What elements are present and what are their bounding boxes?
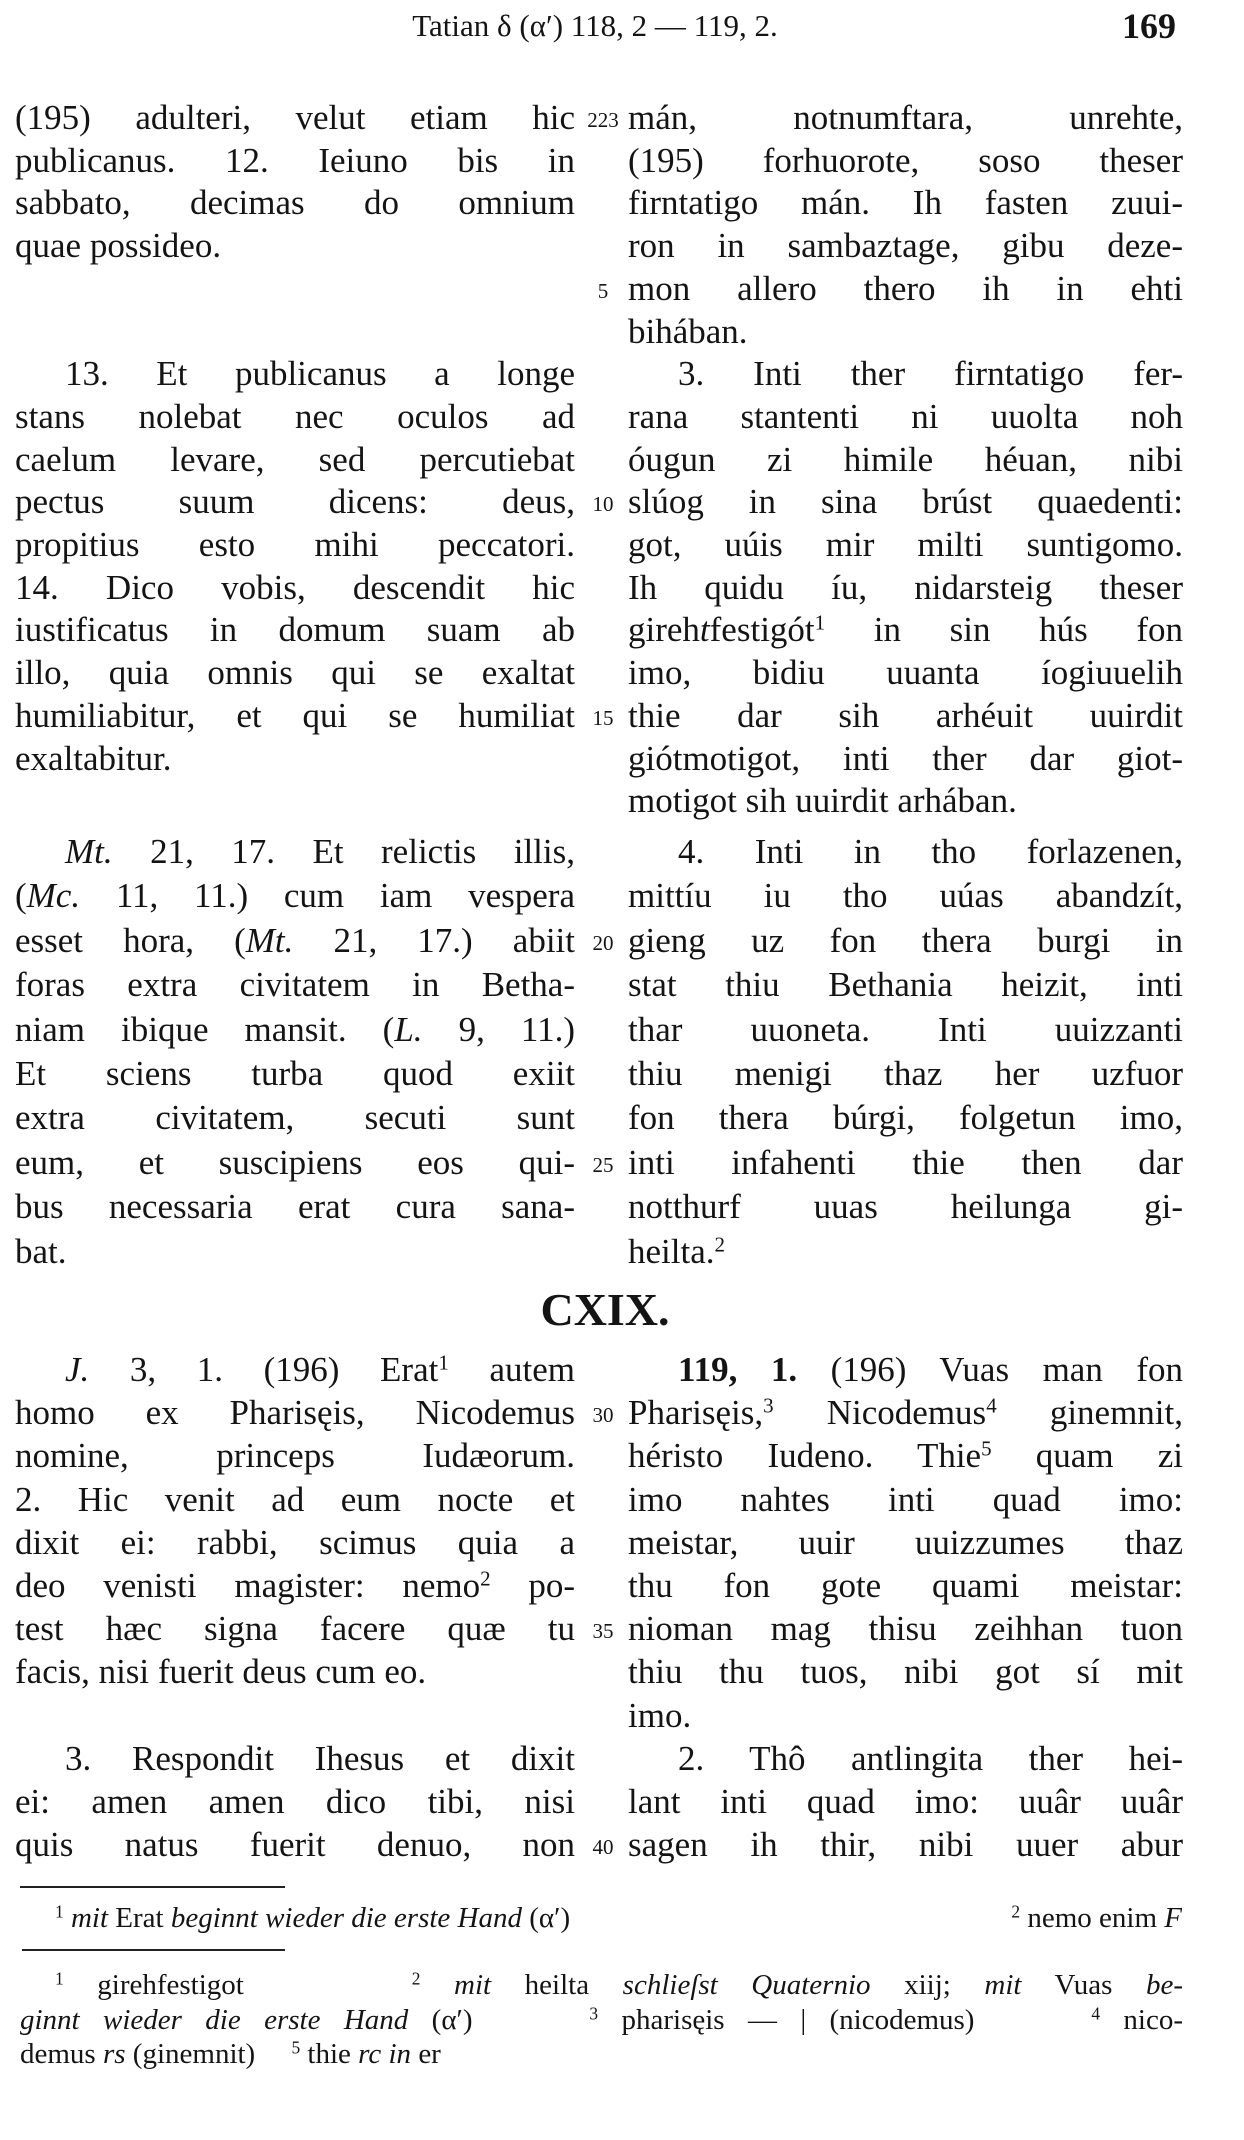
text-segment: ginemnit, [996, 1393, 1183, 1433]
text-segment: Erat [108, 1902, 171, 1934]
page-number: 169 [1122, 6, 1176, 46]
text-segment: thar uuoneta. Inti uuizzanti [628, 1009, 1183, 1049]
text-segment: 3. Inti ther firntatigo fer- [678, 354, 1183, 394]
text-segment: imo, bidiu uuanta íogiuuelih [628, 653, 1183, 693]
ohg-line [628, 267, 1183, 311]
latin-line [15, 963, 575, 1007]
latin-line [15, 1737, 575, 1781]
latin-line [15, 566, 575, 610]
footnote-reference: 2 [1011, 1901, 1021, 1922]
text-segment: be- [1145, 1969, 1183, 2001]
latin-line [15, 1185, 575, 1229]
ohg-line [628, 1823, 1183, 1867]
text-segment: (195) forhuorote, soso theser [628, 140, 1183, 180]
text-segment: thie dar sih arhéuit uuirdit [628, 695, 1183, 735]
text-segment: test hæc signa facere quæ tu [15, 1609, 575, 1649]
text-segment: ei: amen amen dico tibi, nisi [15, 1782, 575, 1821]
text-segment: mit [984, 1969, 1022, 2001]
footnote-line [20, 2003, 1183, 2037]
text-segment: exaltabitur. [15, 738, 172, 778]
text-segment: Pharisęis, [628, 1393, 764, 1433]
latin-line [15, 830, 575, 874]
ohg-line [628, 438, 1183, 482]
text-segment: 119, 1. [678, 1350, 798, 1389]
ohg-line [628, 737, 1183, 781]
ohg-line [628, 779, 1183, 823]
text-segment: (α′) [522, 1902, 571, 1934]
text-segment: mittíu iu tho uúas abandzít, [628, 876, 1183, 916]
text-segment: lant inti quad imo: uuâr uuâr [628, 1782, 1183, 1821]
latin-line [15, 438, 575, 482]
text-segment: rana stantenti ni uuolta noh [628, 396, 1183, 436]
latin-line [15, 181, 575, 225]
ohg-line [628, 874, 1183, 918]
text-segment: esset hora, ( [15, 920, 246, 960]
text-segment: quae possideo. [15, 226, 222, 266]
text-segment: mon allero thero ih in ehti [628, 268, 1183, 308]
text-segment: Et sciens turba quod exiit [15, 1054, 575, 1093]
text-segment: imo. [628, 1695, 692, 1735]
latin-line [15, 1052, 575, 1096]
latin-line [15, 1391, 575, 1435]
text-segment: 3, 1. (196) Erat [89, 1350, 439, 1389]
text-segment: thiu thu tuos, nibi got sí mit [628, 1652, 1183, 1692]
latin-line [15, 651, 575, 695]
text-segment: notthurf uuas heilunga gi- [628, 1187, 1183, 1227]
text-segment: (195) adulteri, velut etiam hic [15, 98, 575, 137]
text-segment: rs [102, 2038, 126, 2070]
text-segment: in sin hús fon [825, 610, 1183, 650]
text-segment: propitius esto mihi peccatori. [15, 525, 575, 564]
latin-line [15, 224, 575, 268]
ohg-line [628, 1052, 1183, 1096]
footnote-reference: 3 [763, 1393, 774, 1418]
text-segment: 3. Respondit Ihesus et dixit [65, 1738, 575, 1778]
text-segment: bat. [15, 1231, 67, 1271]
latin-line [15, 139, 575, 183]
latin-line [15, 96, 575, 140]
text-segment: gireh [628, 610, 700, 650]
text-segment: 4. Inti in tho forlazenen, [678, 832, 1183, 871]
line-number: 15 [592, 705, 614, 730]
text-segment: Nicodemus [773, 1393, 987, 1433]
ohg-line [628, 1650, 1183, 1694]
ohg-line [628, 651, 1183, 695]
latin-line [15, 1780, 575, 1824]
text-segment: (ginemnit) [125, 2038, 292, 2070]
ohg-line [628, 566, 1183, 610]
text-segment: mit [63, 1902, 109, 1934]
line-number: 35 [592, 1619, 614, 1644]
latin-line [15, 1096, 575, 1140]
latin-line [15, 395, 575, 439]
text-segment: beginnt wieder die erste Hand [170, 1902, 522, 1934]
text-segment: 13. Et publicanus a longe [65, 354, 575, 394]
footnote-reference: 2 [714, 1232, 725, 1257]
ohg-line [628, 96, 1183, 140]
text-segment: Mt. [245, 920, 294, 960]
latin-line [15, 352, 575, 396]
text-segment: 2. Thô antlingita ther hei- [678, 1738, 1183, 1778]
text-segment: deo venisti magister: nemo [15, 1566, 481, 1605]
latin-line [15, 1008, 575, 1052]
text-segment: rc in [358, 2038, 412, 2070]
text-segment: meistar, uuir uuizzumes thaz [628, 1522, 1183, 1562]
text-segment: got, uúis mir milti suntigomo. [628, 525, 1183, 564]
text-segment: thiu menigi thaz her uzfuor [628, 1054, 1183, 1093]
latin-line [15, 1607, 575, 1651]
text-segment: illo, quia omnis qui se exaltat [15, 653, 575, 693]
latin-line [15, 737, 575, 781]
footnote-reference: 5 [291, 2037, 301, 2058]
ohg-line [628, 480, 1183, 524]
text-segment: motigot sih uuirdit arhában. [628, 781, 1017, 821]
ohg-line [628, 694, 1183, 738]
footnote-reference: 1 [55, 1901, 64, 1922]
latin-line [15, 608, 575, 652]
text-segment: bihában. [628, 311, 748, 351]
text-segment: niam ibique mansit. ( [15, 1009, 395, 1049]
text-segment: (α′) [408, 2004, 590, 2036]
text-segment: po- [490, 1566, 575, 1605]
text-segment: nemo enim [1020, 1902, 1165, 1934]
text-segment: heilta [491, 1969, 623, 2001]
text-segment: sabbato, decimas do omnium [15, 183, 575, 223]
ohg-line [628, 963, 1183, 1007]
text-segment: 21, 17.) abiit [293, 920, 575, 960]
text-segment: Vuas [1021, 1969, 1146, 2001]
text-segment: inti infahenti thie then dar [628, 1142, 1183, 1182]
ohg-line [628, 608, 1183, 652]
footnote-latin-2 [1011, 1901, 1182, 1935]
footnote-reference: 2 [411, 1968, 421, 1989]
text-segment: homo ex Pharisęis, Nicodemus [15, 1393, 575, 1433]
line-number: 5 [597, 278, 609, 303]
text-segment: 14. Dico vobis, descendit hic [15, 567, 575, 607]
text-segment: Mt. [65, 832, 113, 871]
text-segment: ( [15, 876, 27, 916]
footnote-rule-ohg [22, 1949, 285, 1951]
ohg-line [628, 1521, 1183, 1565]
text-segment: autem [448, 1350, 575, 1389]
text-segment: L. [394, 1009, 423, 1049]
text-segment: quis natus fuerit denuo, non [15, 1825, 575, 1865]
text-segment: t [699, 610, 710, 650]
ohg-line [628, 1780, 1183, 1824]
ohg-line [628, 310, 1183, 354]
ohg-line [628, 1096, 1183, 1140]
latin-line [15, 1141, 575, 1185]
text-segment: imo nahtes inti quad imo: [628, 1479, 1183, 1519]
line-number: 20 [592, 930, 614, 955]
text-segment: ginnt wieder die erste Hand [20, 2004, 409, 2036]
ohg-line [628, 1694, 1183, 1738]
text-segment: firntatigo mán. Ih fasten zuui- [628, 183, 1183, 223]
footnote-reference: 1 [438, 1350, 449, 1375]
ohg-line [628, 919, 1183, 963]
ohg-line [628, 1564, 1183, 1608]
section-heading: CXIX. [540, 1284, 670, 1335]
latin-line [15, 523, 575, 567]
text-segment: thie [300, 2038, 359, 2070]
text-segment: mán, notnumftara, unrehte, [628, 98, 1183, 137]
latin-line [15, 1564, 575, 1608]
text-segment: 21, 17. Et relictis illis, [112, 832, 575, 871]
text-segment: caelum levare, sed percutiebat [15, 439, 575, 479]
text-segment: humiliabitur, et qui se humiliat [15, 695, 575, 735]
ohg-line [628, 1008, 1183, 1052]
text-segment: óugun zi himile héuan, nibi [628, 439, 1183, 479]
latin-line [15, 1823, 575, 1867]
text-segment: quam zi [991, 1436, 1183, 1476]
text-segment: F [1164, 1902, 1182, 1934]
text-segment: slúog in sina brúst quaedenti: [628, 482, 1183, 522]
footnote-latin-1 [55, 1901, 570, 1935]
ohg-line [628, 1185, 1183, 1229]
latin-line [15, 874, 575, 918]
text-segment: iustificatus in domum suam ab [15, 610, 575, 650]
text-segment: Ih quidu íu, nidarsteig theser [628, 567, 1183, 607]
text-segment: (196) Vuas man fon [797, 1350, 1183, 1389]
latin-line [15, 1348, 575, 1392]
line-number: 25 [592, 1152, 614, 1177]
latin-line [15, 694, 575, 738]
ohg-line [628, 395, 1183, 439]
text-segment: Mc. [26, 876, 81, 916]
text-segment: 2. Hic venit ad eum nocte et [15, 1479, 575, 1519]
ohg-line [628, 1391, 1183, 1435]
line-number: 30 [592, 1403, 614, 1428]
ohg-line [628, 1434, 1183, 1478]
ohg-line [628, 1478, 1183, 1522]
latin-line [15, 919, 575, 963]
text-segment: demus [20, 2038, 103, 2070]
line-number: 10 [592, 492, 614, 517]
text-segment: nioman mag thisu zeihhan tuon [628, 1609, 1183, 1649]
footnote-reference: 4 [986, 1393, 997, 1418]
ohg-line [628, 1737, 1183, 1781]
text-segment: pectus suum dicens: deus, [15, 482, 575, 522]
footnote-reference: 5 [981, 1436, 992, 1461]
ohg-line [628, 1230, 1183, 1274]
footnote-reference: 1 [55, 1968, 64, 1989]
ohg-line [628, 139, 1183, 183]
text-segment: dixit ei: rabbi, scimus quia a [15, 1522, 575, 1562]
ohg-line [628, 1348, 1183, 1392]
latin-line [15, 1521, 575, 1565]
ohg-line [628, 830, 1183, 874]
ohg-line [628, 224, 1183, 268]
footnote-line [20, 2037, 441, 2071]
text-segment: thu fon gote quami meistar: [628, 1566, 1183, 1605]
latin-line [15, 1478, 575, 1522]
latin-line [15, 480, 575, 524]
text-segment: 9, 11.) [422, 1009, 575, 1049]
footnote-reference: 1 [814, 610, 826, 635]
footnote-reference: 2 [480, 1566, 491, 1591]
running-head: Tatian δ (α′) 118, 2 — 119, 2. [412, 8, 778, 43]
text-segment: xiij; [870, 1969, 985, 2001]
text-segment: giótmotigot, inti ther dar giot- [628, 738, 1183, 778]
footnote-reference: 3 [589, 2003, 599, 2024]
ohg-line [628, 181, 1183, 225]
text-segment: publicanus. 12. Ieiuno bis in [15, 140, 575, 180]
ohg-line [628, 1607, 1183, 1651]
text-segment: schlieſst Quaternio [622, 1969, 871, 2001]
text-segment: er [411, 2038, 441, 2070]
text-segment: fon thera búrgi, folgetun imo, [628, 1098, 1183, 1138]
ohg-line [628, 352, 1183, 396]
text-segment: girehfestigot [63, 1969, 412, 2001]
latin-line [15, 1650, 575, 1694]
latin-line [15, 1434, 575, 1478]
text-segment: stans nolebat nec oculos ad [15, 396, 575, 436]
text-segment: bus necessaria erat cura sana- [15, 1187, 575, 1227]
text-segment: heilta. [628, 1231, 715, 1271]
text-segment: foras extra civitatem in Betha- [15, 965, 575, 1005]
text-segment: festigót [709, 610, 815, 650]
text-segment: stat thiu Bethania heizit, inti [628, 965, 1183, 1005]
text-segment: eum, et suscipiens eos qui- [15, 1142, 575, 1182]
text-segment: 11, 11.) cum iam vespera [80, 876, 575, 916]
ohg-line [628, 523, 1183, 567]
text-segment: gieng uz fon thera burgi in [628, 920, 1183, 960]
text-segment: héristo Iudeno. Thie [628, 1436, 982, 1476]
ohg-line [628, 1141, 1183, 1185]
line-number: 223 [587, 108, 619, 132]
text-segment: mit [420, 1969, 492, 2001]
text-segment: pharisęis — | (nicodemus) [598, 2004, 1092, 2036]
text-segment: extra civitatem, secuti sunt [15, 1098, 575, 1138]
text-segment: nico- [1100, 2004, 1183, 2036]
text-segment: ron in sambaztage, gibu deze- [628, 226, 1183, 266]
text-segment: facis, nisi fuerit deus cum eo. [15, 1652, 427, 1692]
text-segment: sagen ih thir, nibi uuer abur [628, 1825, 1183, 1865]
footnote-reference: 4 [1091, 2003, 1101, 2024]
footnote-line [55, 1968, 1183, 2002]
text-segment: J. [65, 1350, 90, 1389]
text-segment: nomine, princeps Iudæorum. [15, 1436, 575, 1476]
line-number: 40 [592, 1835, 614, 1860]
footnote-rule-latin [20, 1886, 285, 1888]
latin-line [15, 1230, 575, 1274]
